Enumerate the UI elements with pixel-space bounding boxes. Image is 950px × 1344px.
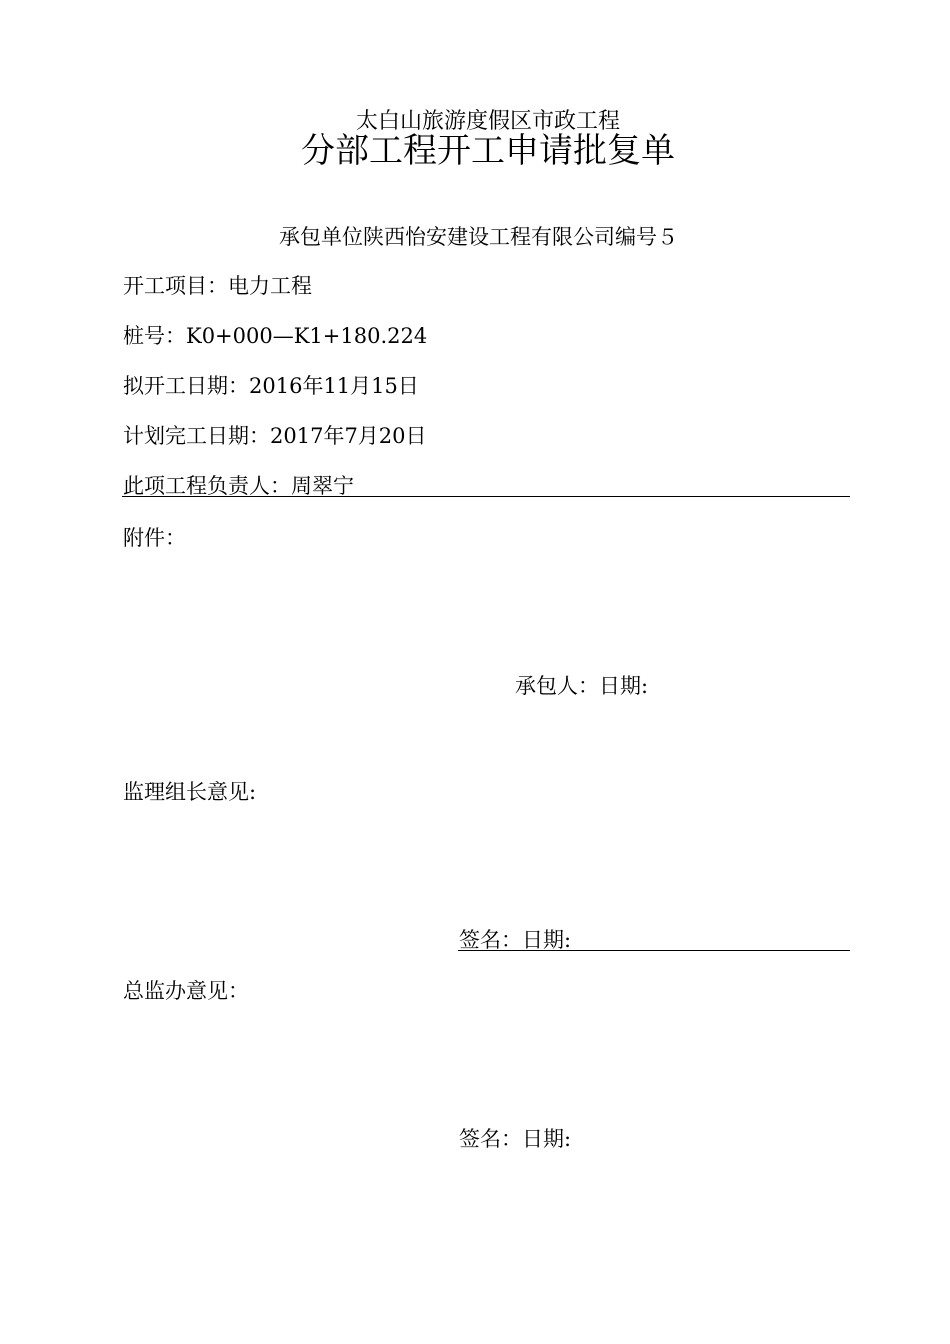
chief-supervisor-opinion-label: 总监办意见：	[123, 979, 249, 1003]
planned-finish-field: 计划完工日期：2017年7月20日	[123, 424, 427, 448]
station-field: 桩号：K0+000—K1+180.224	[123, 324, 428, 348]
chief-supervisor-sign-label: 签名：日期:	[459, 1127, 572, 1151]
form-title: 分部工程开工申请批复单	[301, 131, 675, 171]
supervisor-sign-label: 签名：日期:	[459, 928, 572, 952]
project-name: 太白山旅游度假区市政工程	[355, 109, 620, 134]
contractor-line: 承包单位陕西怡安建设工程有限公司编号５	[279, 225, 678, 249]
supervisor-opinion-label: 监理组长意见:	[123, 780, 257, 804]
person-in-charge-field: 此项工程负责人：周翠宁	[123, 474, 354, 498]
planned-start-field: 拟开工日期：2016年11月15日	[123, 374, 419, 398]
contractor-sign-label: 承包人：日期:	[515, 674, 649, 698]
person-in-charge-underline	[122, 496, 850, 497]
attachments-field: 附件：	[123, 526, 186, 550]
supervisor-sign-underline	[458, 950, 850, 951]
project-field: 开工项目：电力工程	[123, 274, 312, 298]
